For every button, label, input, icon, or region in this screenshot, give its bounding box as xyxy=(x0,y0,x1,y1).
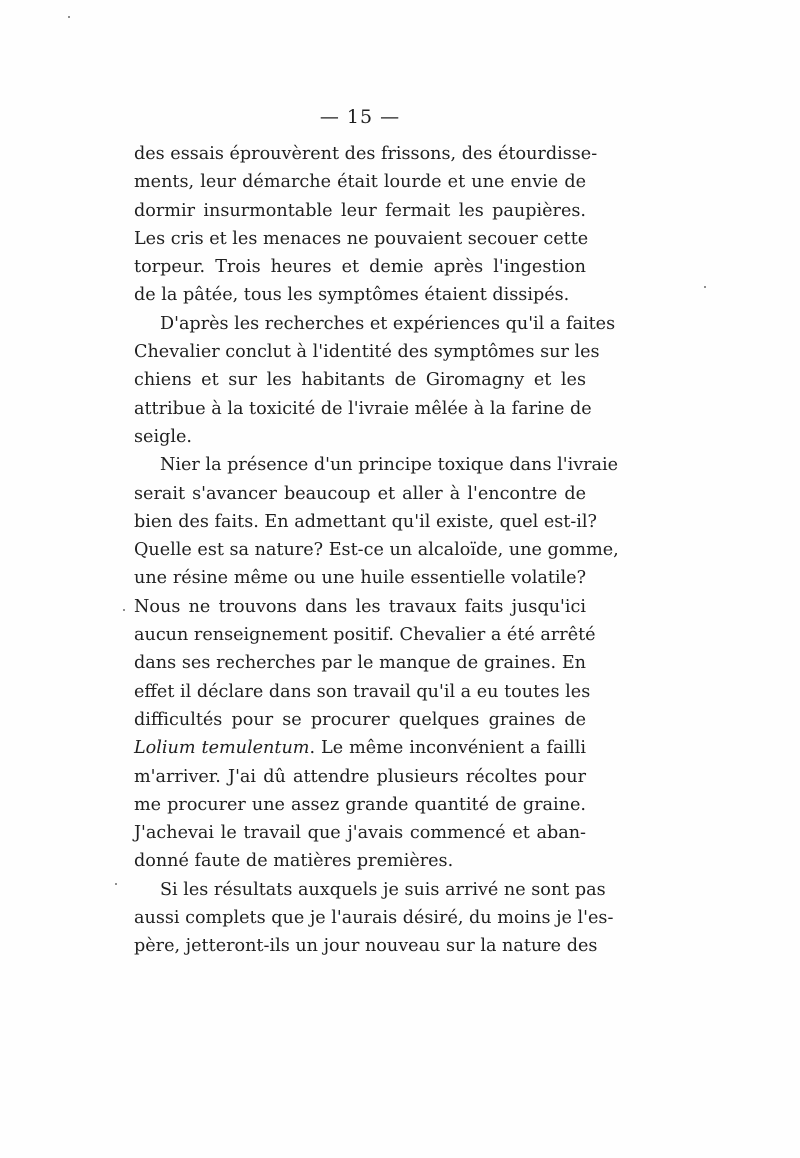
text-line: m'arriver. J'ai dû attendre plusieurs récoltes pour xyxy=(134,766,586,787)
text-line-rest: . Le même inconvénient a failli xyxy=(309,738,587,759)
text-line: aussi complets que je l'aurais désiré, du moins je l'es- xyxy=(134,908,614,929)
text-line: Quelle est sa nature? Est-ce un alcaloïde, une gomme, xyxy=(134,540,619,561)
text-line: aucun renseignement positif. Chevalier a été arrêté xyxy=(134,625,596,646)
text-line: difficultés pour se procurer quelques graines de xyxy=(134,709,586,730)
paper-speck xyxy=(704,286,706,288)
text-line: Chevalier conclut à l'identité des symptômes sur les xyxy=(134,342,600,363)
page-number: — 15 — xyxy=(319,106,401,128)
text-line: bien des faits. En admettant qu'il existe, quel est-il? xyxy=(134,511,597,532)
text-line: attribue à la toxicité de l'ivraie mêlée à la farine de xyxy=(134,398,592,419)
body-text xyxy=(134,140,619,961)
text-line: serait s'avancer beaucoup et aller à l'encontre de xyxy=(134,483,586,504)
paper-speck xyxy=(115,883,117,885)
text-line: des essais éprouvèrent des frissons, des étourdisse- xyxy=(134,144,598,164)
paper-speck xyxy=(68,16,70,18)
text-line: seigle. xyxy=(134,426,192,447)
text-line: père, jetteront-ils un jour nouveau sur la nature des xyxy=(134,936,598,957)
text-line: chiens et sur les habitants de Giromagny et les xyxy=(134,370,586,391)
text-line: Si les résultats auxquels je suis arrivé ne sont pas xyxy=(160,879,606,900)
text-line: de la pâtée, tous les symptômes étaient dissipés. xyxy=(134,285,570,306)
text-line: donné faute de matières premières. xyxy=(134,851,454,872)
text-line: Nier la présence d'un principe toxique dans l'ivraie xyxy=(160,455,619,476)
text-line: ments, leur démarche était lourde et une envie de xyxy=(134,172,586,193)
text-line: effet il déclare dans son travail qu'il a eu toutes les xyxy=(134,681,591,702)
text-line: J'achevai le travail que j'avais commencé et aban- xyxy=(134,823,586,844)
text-line: une résine même ou une huile essentielle volatile? xyxy=(134,568,586,589)
text-line: Les cris et les menaces ne pouvaient secouer cette xyxy=(134,228,589,249)
text-line: D'après les recherches et expériences qu'il a faites xyxy=(160,313,616,334)
text-line: dans ses recherches par le manque de graines. En xyxy=(134,653,586,674)
species-name: Lolium temulentum xyxy=(134,738,310,759)
text-line: Nous ne trouvons dans les travaux faits jusqu'ici xyxy=(134,596,586,617)
text-line: torpeur. Trois heures et demie après l'ingestion xyxy=(134,257,586,278)
text-line: me procurer une assez grande quantité de graine. xyxy=(134,794,586,815)
paper-speck xyxy=(123,609,125,611)
text-line: dormir insurmontable leur fermait les paupières. xyxy=(134,200,586,221)
text-line xyxy=(134,734,586,762)
